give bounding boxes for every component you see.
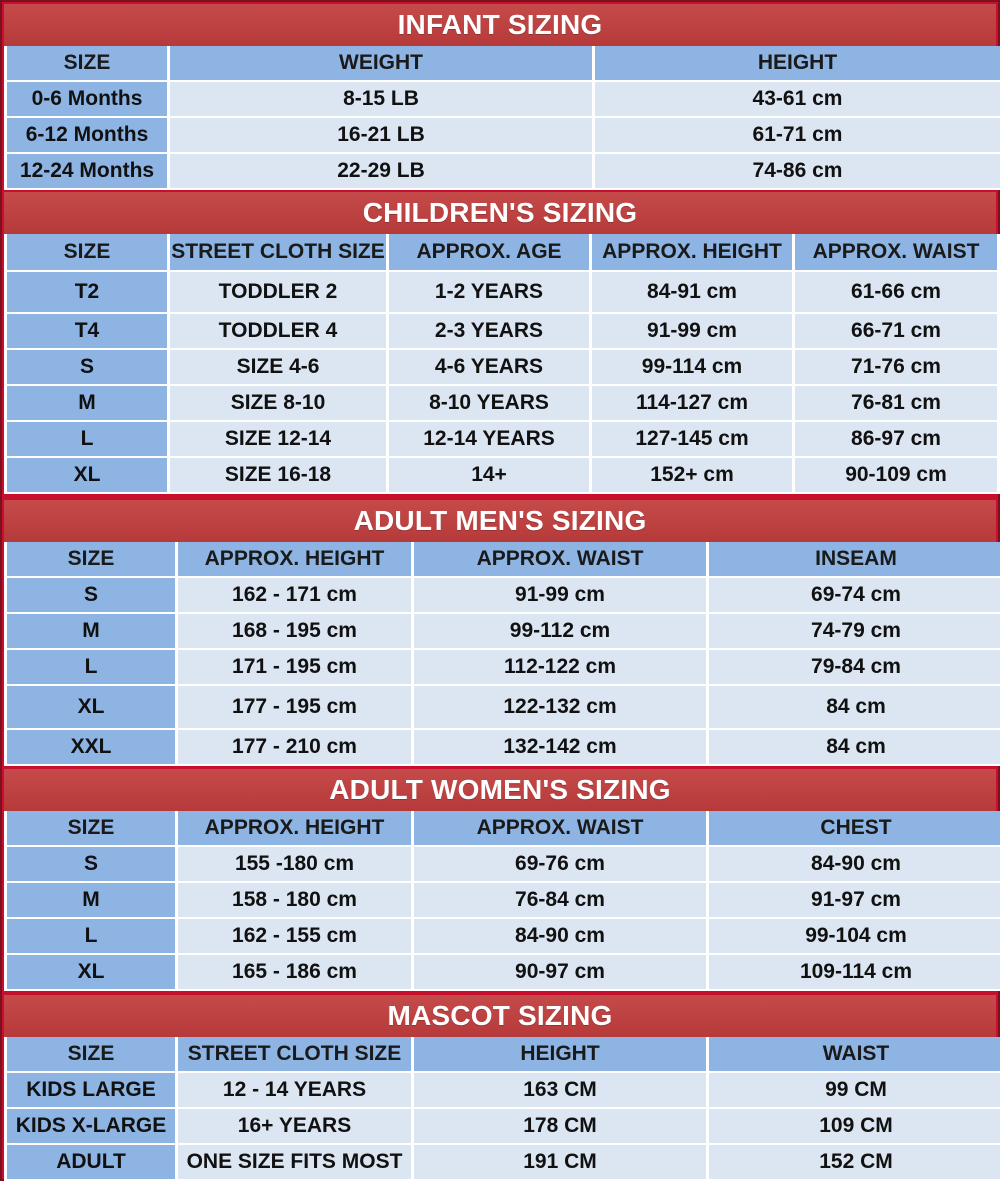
table-cell: M (7, 386, 167, 422)
table-cell: M (7, 614, 175, 650)
column-header: SIZE (7, 542, 175, 578)
table-cell: 91-97 cm (709, 883, 1000, 919)
table-row (7, 730, 1000, 766)
table-cell: SIZE 12-14 (170, 422, 386, 458)
table-cell: 76-84 cm (414, 883, 706, 919)
mens-sizing-title: ADULT MEN'S SIZING (4, 500, 996, 542)
table-row (7, 118, 1000, 154)
table-cell: T4 (7, 314, 167, 350)
table-cell: 152+ cm (592, 458, 792, 494)
table-cell: 99-112 cm (414, 614, 706, 650)
table-cell: 168 - 195 cm (178, 614, 411, 650)
table-row (7, 154, 1000, 190)
table-cell: 74-79 cm (709, 614, 1000, 650)
table-cell: SIZE 4-6 (170, 350, 386, 386)
table-cell: 165 - 186 cm (178, 955, 411, 991)
table-cell: 152 CM (709, 1145, 1000, 1181)
table-row (7, 422, 997, 458)
column-header: SIZE (7, 46, 167, 82)
childrens-sizing-title: CHILDREN'S SIZING (4, 192, 996, 234)
table-cell: 99-114 cm (592, 350, 792, 386)
table-row (7, 1145, 1000, 1181)
table-cell: 90-109 cm (795, 458, 997, 494)
table-cell: 8-15 LB (170, 82, 592, 118)
table-cell: 84 cm (709, 686, 1000, 730)
mascot-sizing-table (4, 1037, 1000, 1181)
table-cell: 158 - 180 cm (178, 883, 411, 919)
table-cell: T2 (7, 272, 167, 314)
column-header: HEIGHT (414, 1037, 706, 1073)
table-row (7, 350, 997, 386)
table-header-row (7, 46, 1000, 82)
column-header: APPROX. WAIST (414, 542, 706, 578)
column-header: HEIGHT (595, 46, 1000, 82)
table-cell: 162 - 155 cm (178, 919, 411, 955)
table-cell: 109 CM (709, 1109, 1000, 1145)
table-cell: 61-66 cm (795, 272, 997, 314)
table-cell: XL (7, 686, 175, 730)
column-header: STREET CLOTH SIZE (170, 234, 386, 272)
table-cell: 84-91 cm (592, 272, 792, 314)
childrens-sizing-table (4, 234, 1000, 494)
table-cell: TODDLER 4 (170, 314, 386, 350)
table-cell: 16+ YEARS (178, 1109, 411, 1145)
table-cell: 177 - 195 cm (178, 686, 411, 730)
table-cell: 132-142 cm (414, 730, 706, 766)
table-cell: TODDLER 2 (170, 272, 386, 314)
column-header: WEIGHT (170, 46, 592, 82)
table-row (7, 919, 1000, 955)
table-cell: ADULT (7, 1145, 175, 1181)
table-cell: 22-29 LB (170, 154, 592, 190)
table-cell: 91-99 cm (414, 578, 706, 614)
table-cell: 171 - 195 cm (178, 650, 411, 686)
table-row (7, 82, 1000, 118)
table-cell: 6-12 Months (7, 118, 167, 154)
table-cell: 86-97 cm (795, 422, 997, 458)
table-cell: L (7, 919, 175, 955)
column-header: APPROX. HEIGHT (592, 234, 792, 272)
table-cell: 76-81 cm (795, 386, 997, 422)
table-cell: XXL (7, 730, 175, 766)
table-cell: 4-6 YEARS (389, 350, 589, 386)
table-cell: 79-84 cm (709, 650, 1000, 686)
table-cell: 163 CM (414, 1073, 706, 1109)
table-cell: 69-74 cm (709, 578, 1000, 614)
table-header-row (7, 542, 1000, 578)
table-row (7, 686, 1000, 730)
table-cell: 2-3 YEARS (389, 314, 589, 350)
table-cell: 91-99 cm (592, 314, 792, 350)
mascot-sizing-title: MASCOT SIZING (4, 995, 996, 1037)
column-header: STREET CLOTH SIZE (178, 1037, 411, 1073)
womens-sizing-table (4, 811, 1000, 991)
table-row (7, 650, 1000, 686)
table-row (7, 458, 997, 494)
table-cell: 8-10 YEARS (389, 386, 589, 422)
table-cell: 71-76 cm (795, 350, 997, 386)
table-cell: 16-21 LB (170, 118, 592, 154)
table-header-row (7, 811, 1000, 847)
table-cell: ONE SIZE FITS MOST (178, 1145, 411, 1181)
table-cell: SIZE 16-18 (170, 458, 386, 494)
table-cell: 61-71 cm (595, 118, 1000, 154)
infant-sizing-table (4, 46, 1000, 190)
table-cell: 191 CM (414, 1145, 706, 1181)
column-header: SIZE (7, 234, 167, 272)
table-cell: KIDS X-LARGE (7, 1109, 175, 1145)
column-header: APPROX. WAIST (414, 811, 706, 847)
column-header: APPROX. HEIGHT (178, 542, 411, 578)
table-cell: 162 - 171 cm (178, 578, 411, 614)
mens-sizing-table (4, 542, 1000, 766)
column-header: INSEAM (709, 542, 1000, 578)
table-cell: 155 -180 cm (178, 847, 411, 883)
column-header: SIZE (7, 811, 175, 847)
table-cell: 43-61 cm (595, 82, 1000, 118)
table-cell: 112-122 cm (414, 650, 706, 686)
table-row (7, 272, 997, 314)
table-cell: KIDS LARGE (7, 1073, 175, 1109)
table-cell: SIZE 8-10 (170, 386, 386, 422)
table-row (7, 955, 1000, 991)
table-cell: 69-76 cm (414, 847, 706, 883)
table-row (7, 614, 1000, 650)
table-cell: 127-145 cm (592, 422, 792, 458)
table-cell: 178 CM (414, 1109, 706, 1145)
table-cell: 109-114 cm (709, 955, 1000, 991)
table-cell: 12-14 YEARS (389, 422, 589, 458)
table-cell: 90-97 cm (414, 955, 706, 991)
table-row (7, 578, 1000, 614)
table-row (7, 1109, 1000, 1145)
infant-sizing-title: INFANT SIZING (4, 4, 996, 46)
womens-sizing-title: ADULT WOMEN'S SIZING (4, 769, 996, 811)
table-row (7, 883, 1000, 919)
table-cell: 84 cm (709, 730, 1000, 766)
table-cell: 177 - 210 cm (178, 730, 411, 766)
column-header: APPROX. AGE (389, 234, 589, 272)
table-cell: L (7, 422, 167, 458)
table-cell: 99 CM (709, 1073, 1000, 1109)
table-cell: 84-90 cm (709, 847, 1000, 883)
table-header-row (7, 234, 997, 272)
column-header: CHEST (709, 811, 1000, 847)
table-row (7, 847, 1000, 883)
table-row (7, 386, 997, 422)
table-cell: L (7, 650, 175, 686)
column-header: APPROX. HEIGHT (178, 811, 411, 847)
table-row (7, 314, 997, 350)
table-cell: S (7, 350, 167, 386)
column-header: APPROX. WAIST (795, 234, 997, 272)
table-cell: 74-86 cm (595, 154, 1000, 190)
table-cell: 12-24 Months (7, 154, 167, 190)
table-cell: S (7, 578, 175, 614)
table-cell: 12 - 14 YEARS (178, 1073, 411, 1109)
table-cell: M (7, 883, 175, 919)
table-cell: 114-127 cm (592, 386, 792, 422)
table-cell: 84-90 cm (414, 919, 706, 955)
column-header: WAIST (709, 1037, 1000, 1073)
column-header: SIZE (7, 1037, 175, 1073)
table-cell: 122-132 cm (414, 686, 706, 730)
table-row (7, 1073, 1000, 1109)
table-cell: 14+ (389, 458, 589, 494)
table-cell: XL (7, 458, 167, 494)
table-cell: 1-2 YEARS (389, 272, 589, 314)
table-cell: S (7, 847, 175, 883)
table-header-row (7, 1037, 1000, 1073)
table-cell: 0-6 Months (7, 82, 167, 118)
table-cell: 66-71 cm (795, 314, 997, 350)
table-cell: XL (7, 955, 175, 991)
table-cell: 99-104 cm (709, 919, 1000, 955)
